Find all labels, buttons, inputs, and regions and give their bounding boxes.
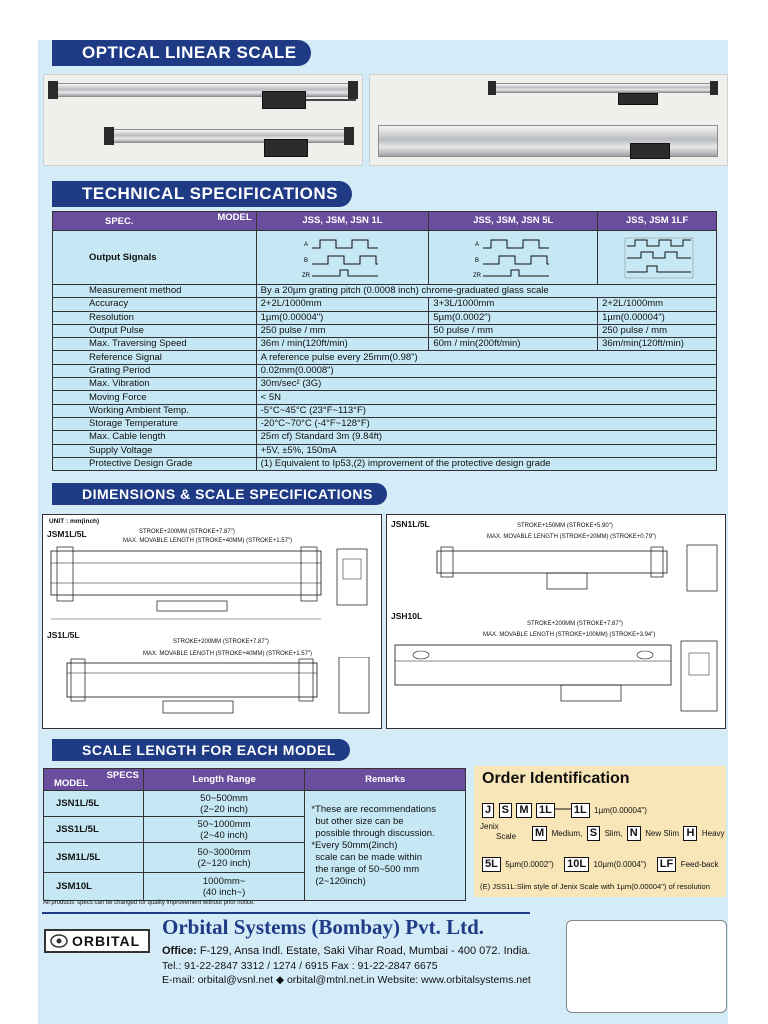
- waveform-cell-1: [256, 231, 429, 285]
- jsm-drawing: [47, 545, 379, 625]
- waveform-cell-2: [429, 231, 598, 285]
- res-lf: LF: [657, 857, 676, 872]
- order-code-row: J S M 1L — 1L 1µm(0.00004"): [482, 800, 647, 818]
- wave-label-zr: ZR: [473, 272, 482, 279]
- spec-row: [53, 417, 717, 430]
- spec-header-label: SPEC.: [105, 216, 134, 227]
- unit-label: UNIT : mm(inch): [49, 518, 100, 525]
- length-row: [44, 791, 466, 817]
- remark-line: *Every 50mm(2inch): [311, 839, 398, 851]
- code-box-s: S: [499, 803, 512, 818]
- output-signals-label: Output Signals: [53, 231, 257, 285]
- spec-row: [53, 378, 717, 391]
- product-photo-right: [369, 74, 728, 166]
- product-photo-left: [43, 74, 363, 166]
- spec-row-label: Reference Signal: [53, 351, 257, 364]
- model-column-1: JSS, JSM, JSN 1L: [256, 212, 429, 231]
- res-lf-desc: Feed-back: [680, 860, 719, 869]
- type-n: N: [627, 826, 641, 841]
- spec-row-label: Grating Period: [53, 364, 257, 377]
- type-s: S: [587, 826, 600, 841]
- code-box-j: J: [482, 803, 494, 818]
- model-header-label: MODEL: [217, 212, 252, 223]
- code-resolution-desc: 1µm(0.00004"): [594, 806, 647, 815]
- waveform-diagram: [617, 236, 697, 280]
- remark-line: possible through discussion.: [315, 827, 435, 839]
- rail-end-cap: [488, 81, 496, 95]
- rail-end-cap: [48, 81, 58, 99]
- office-text: F-129, Ansa Indl. Estate, Saki Vihar Road, Mumbai - 400 072. India.: [199, 945, 531, 957]
- office-label: Office:: [162, 945, 197, 957]
- spec-row-label: Moving Force: [53, 391, 257, 404]
- scale-label: Scale: [496, 832, 517, 841]
- spec-model-corner: [53, 212, 257, 231]
- movable-length-dimension: MAX. MOVABLE LENGTH (STROKE+100MM) (STROKE+3.94"): [483, 632, 656, 638]
- spec-row-value: 2+2L/1000mm: [256, 298, 429, 311]
- stroke-dimension: STROKE+150MM (STROKE+5.90"): [517, 523, 613, 529]
- movable-length-dimension: MAX. MOVABLE LENGTH (STROKE+20MM) (STROKE+0.79"): [487, 534, 657, 540]
- spec-row-value: By a 20µm grating pitch (0.0008 inch) chrome-graduated glass scale: [256, 285, 716, 298]
- range-metric: 1000mm~: [202, 875, 246, 887]
- range-inch: (2~120 inch): [197, 857, 251, 869]
- spec-row: [53, 338, 717, 351]
- remarks-cell: [305, 791, 466, 901]
- range-inch: (2~20 inch): [200, 803, 248, 815]
- spec-row-value: -20°C~70°C (-4°F~128°F): [256, 417, 716, 430]
- spec-row: [53, 324, 717, 337]
- length-model-header: MODEL: [54, 778, 89, 789]
- spec-row-value: 5µm(0.0002"): [429, 311, 598, 324]
- stroke-dimension: STROKE+200MM (STROKE+7.87"): [173, 639, 269, 645]
- spec-row-label: Max. Vibration: [53, 378, 257, 391]
- waveform-diagram: [473, 236, 553, 280]
- length-table: [43, 768, 466, 901]
- spec-row-label: Resolution: [53, 311, 257, 324]
- cable: [306, 99, 356, 101]
- scale-rail: [52, 83, 352, 97]
- type-m: M: [532, 826, 547, 841]
- logo-text: ORBITAL: [72, 933, 141, 949]
- range-metric: 50~1000mm: [197, 818, 251, 830]
- spec-row: [53, 364, 717, 377]
- remarks-header: Remarks: [305, 769, 466, 791]
- spec-row-label: Measurement method: [53, 285, 257, 298]
- spec-row-value: +5V, ±5%, 150mA: [256, 444, 716, 457]
- stroke-dimension: STROKE+200MM (STROKE+7.87"): [527, 621, 623, 627]
- length-specs-header: SPECS: [106, 770, 139, 781]
- js-drawing: [63, 657, 379, 727]
- type-m-desc: Medium,: [551, 829, 583, 838]
- movable-length-dimension: MAX. MOVABLE LENGTH (STROKE+40MM) (STROKE+1.57"): [143, 651, 313, 657]
- spec-row-value: 30m/sec² (3G): [256, 378, 716, 391]
- remark-line: scale can be made within: [315, 851, 422, 863]
- drawing-title-jsh: JSH10L: [391, 611, 423, 621]
- res-10l: 10L: [564, 857, 589, 872]
- order-title: Order Identification: [482, 770, 630, 787]
- remark-line: the range of 50~500 mm: [315, 863, 420, 875]
- spec-row: [53, 285, 717, 298]
- type-h-desc: Heavy: [701, 829, 725, 838]
- range-metric: 50~500mm: [200, 792, 248, 804]
- spec-row-value: 2+2L/1000mm: [598, 298, 717, 311]
- spec-row: [53, 391, 717, 404]
- contact-email: E-mail: orbital@vsnl.net ◆ orbital@mtnl.net.in Website: www.orbitalsystems.net: [162, 974, 531, 986]
- spec-row-label: Storage Temperature: [53, 417, 257, 430]
- code-box-resolution: 1L: [571, 803, 590, 818]
- spec-row-value: 250 pulse / mm: [598, 324, 717, 337]
- spec-row-value: < 5N: [256, 391, 716, 404]
- res-10l-desc: 10µm(0.0004"): [593, 860, 647, 869]
- type-n-desc: New Slim: [645, 829, 679, 838]
- range-inch: (40 inch~): [202, 886, 246, 898]
- type-h: H: [683, 826, 697, 841]
- drawing-title-jsm: JSM1L/5L: [47, 529, 87, 539]
- spec-row-value: 60m / min(200ft/min): [429, 338, 598, 351]
- spec-row-value: 3+3L/1000mm: [429, 298, 598, 311]
- length-range-cell: [143, 843, 305, 873]
- res-5l-desc: 5µm(0.0002"): [505, 860, 554, 869]
- remark-line: (2~120inch): [315, 875, 366, 887]
- dimension-panel-left: [42, 514, 382, 729]
- section-title-optical-linear-scale: OPTICAL LINEAR SCALE: [52, 40, 311, 66]
- disclaimer: All products' specs can be changed for quality improvement without prior notice.: [43, 900, 255, 906]
- spec-row-value: 25m cf) Standard 3m (9.84ft): [256, 431, 716, 444]
- spec-row: [53, 457, 717, 470]
- jenix-label: Jenix: [480, 822, 499, 831]
- model-column-2: JSS, JSM, JSN 5L: [429, 212, 598, 231]
- wave-label-a: A: [304, 241, 309, 248]
- spec-row-value: 1µm(0.00004"): [598, 311, 717, 324]
- jsh-drawing: [391, 637, 723, 727]
- range-inch: (2~40 inch): [200, 829, 248, 841]
- length-model-cell: JSM1L/5L: [44, 843, 144, 873]
- length-model-cell: JSM10L: [44, 873, 144, 901]
- read-head: [618, 93, 658, 105]
- spec-row: [53, 404, 717, 417]
- length-model-cell: JSS1L/5L: [44, 817, 144, 843]
- model-column-3: JSS, JSM 1LF: [598, 212, 717, 231]
- stroke-dimension: STROKE+200MM (STROKE+7.87"): [139, 529, 235, 535]
- drawing-title-jsn: JSN1L/5L: [391, 519, 430, 529]
- movable-length-dimension: MAX. MOVABLE LENGTH (STROKE+40MM) (STROKE+1.57"): [123, 538, 293, 544]
- spec-row-value: -5°C~45°C (23°F~113°F): [256, 404, 716, 417]
- spec-header-row: [53, 212, 717, 231]
- code-box-1l: 1L: [536, 803, 555, 818]
- scale-rail: [108, 129, 348, 143]
- contact-phone: Tel.: 91-22-2847 3312 / 1274 / 6915 Fax : 91-22-2847 6675: [162, 960, 438, 972]
- order-example-note: (E) JSS1L:Slim style of Jenix Scale with 1µm(0.00004") of resolution: [480, 882, 710, 891]
- waveform-diagram: [302, 236, 382, 280]
- rail-end-cap: [344, 127, 354, 145]
- rail-end-cap: [104, 127, 114, 145]
- company-name: Orbital Systems (Bombay) Pvt. Ltd.: [162, 915, 484, 939]
- spec-row-label: Protective Design Grade: [53, 457, 257, 470]
- spec-row: [53, 311, 717, 324]
- waveform-cell-3: [598, 231, 717, 285]
- spec-row: [53, 431, 717, 444]
- section-title-dimensions: DIMENSIONS & SCALE SPECIFICATIONS: [52, 483, 387, 505]
- wave-label-b: B: [304, 257, 309, 264]
- spec-row-value: 50 pulse / mm: [429, 324, 598, 337]
- drawing-title-js: JS1L/5L: [47, 630, 80, 640]
- length-header-row: [44, 769, 466, 791]
- rail-end-cap: [710, 81, 718, 95]
- length-model-corner: [44, 769, 144, 791]
- spec-row-label: Accuracy: [53, 298, 257, 311]
- read-head: [262, 91, 306, 109]
- wave-label-zr: ZR: [302, 272, 311, 279]
- wave-label-b: B: [475, 257, 480, 264]
- spec-row-label: Max. Traversing Speed: [53, 338, 257, 351]
- resolution-options-row: [482, 854, 719, 872]
- type-s-desc: Slim,: [604, 829, 623, 838]
- spec-row-value: 1µm(0.00004"): [256, 311, 429, 324]
- spec-row-value: A reference pulse every 25mm(0.98"): [256, 351, 716, 364]
- spec-row-value: 36m / min(120ft/min): [256, 338, 429, 351]
- remark-line: but other size can be: [315, 815, 404, 827]
- length-range-header: Length Range: [143, 769, 305, 791]
- remark-line: *These are recommendations: [311, 803, 436, 815]
- wave-label-a: A: [475, 241, 480, 248]
- rail-end-cap: [348, 81, 358, 99]
- length-range-cell: [143, 873, 305, 901]
- spec-row-label: Max. Cable length: [53, 431, 257, 444]
- code-box-m: M: [516, 803, 531, 818]
- read-head: [630, 143, 670, 159]
- length-model-cell: JSN1L/5L: [44, 791, 144, 817]
- spec-row: [53, 351, 717, 364]
- blank-stamp-box: [566, 920, 727, 1013]
- output-signals-row: [53, 231, 717, 285]
- range-metric: 50~3000mm: [197, 846, 251, 858]
- res-5l: 5L: [482, 857, 501, 872]
- spec-row-label: Supply Voltage: [53, 444, 257, 457]
- spec-row: [53, 298, 717, 311]
- section-title-technical-specifications: TECHNICAL SPECIFICATIONS: [52, 181, 352, 207]
- spec-row-value: 250 pulse / mm: [256, 324, 429, 337]
- spec-row-label: Output Pulse: [53, 324, 257, 337]
- spec-body: [53, 285, 717, 471]
- logo-orbit-icon: [50, 934, 68, 948]
- spec-row-value: 36m/min(120ft/min): [598, 338, 717, 351]
- company-logo: [44, 929, 150, 953]
- scale-rail: [490, 83, 715, 93]
- spec-row: [53, 444, 717, 457]
- spec-row-value: (1) Equivalent to Ip53,(2) improvement of the protective design grade: [256, 457, 716, 470]
- section-title-scale-length: SCALE LENGTH FOR EACH MODEL: [52, 739, 350, 761]
- order-identification-box: [474, 766, 726, 897]
- dimension-panel-right: [386, 514, 726, 729]
- spec-row-label: Working Ambient Temp.: [53, 404, 257, 417]
- office-address: [162, 945, 531, 957]
- length-range-cell: [143, 791, 305, 817]
- footer-divider: [42, 912, 530, 914]
- spec-table: [52, 211, 717, 471]
- read-head: [264, 139, 308, 157]
- length-range-cell: [143, 817, 305, 843]
- spec-row-value: 0.02mm(0.0008"): [256, 364, 716, 377]
- jsn-drawing: [427, 543, 723, 609]
- type-options-row: [532, 823, 725, 841]
